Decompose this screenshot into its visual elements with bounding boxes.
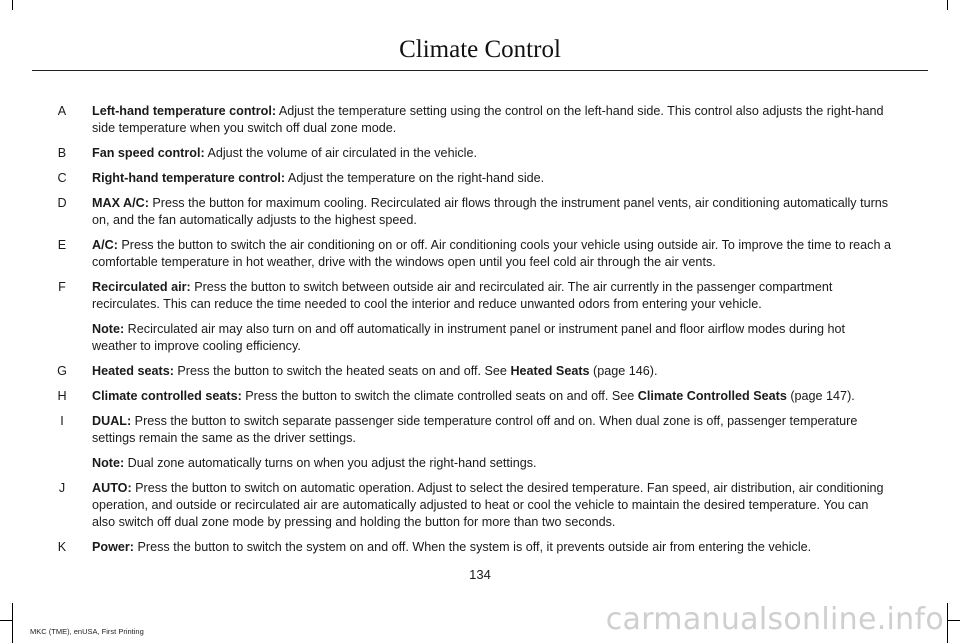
entry-k <box>0 539 960 556</box>
entry-text <box>92 363 892 380</box>
entry-term: Heated seats: <box>92 364 174 378</box>
entry-description: Press the button to switch between outside air and recirculated air. The air currently in the passenger compartment recirculates. This can reduce the time needed to cool the interior and reduce unwanted odors from entering your vehicle. <box>92 280 833 311</box>
entry-text <box>92 195 892 229</box>
entry-letter: J <box>58 481 66 495</box>
entry-text <box>92 145 892 162</box>
header-rule <box>32 70 928 71</box>
entry-term: Recirculated air: <box>92 280 191 294</box>
entry-letter: B <box>57 146 67 160</box>
entry-term: A/C: <box>92 238 118 252</box>
crop-mark-bottom-left-horizontal <box>0 620 12 621</box>
entry-f <box>0 279 960 355</box>
crop-mark-bottom-right-horizontal <box>948 620 960 621</box>
entry-text <box>92 539 892 556</box>
entry-a <box>0 103 960 137</box>
cross-reference-link[interactable]: Climate Controlled Seats <box>637 389 787 403</box>
entry-letter: I <box>60 414 64 428</box>
entry-term: Climate controlled seats: <box>92 389 242 403</box>
entry-text <box>92 480 892 531</box>
entry-letter: H <box>57 389 67 403</box>
entry-h <box>0 388 960 405</box>
entry-text <box>92 413 892 447</box>
footer-edition: MKC (TME), enUSA, First Printing <box>30 627 144 636</box>
entry-description: Press the button for maximum cooling. Recirculated air flows through the instrument panel vents, air conditioning automatically turns on, and the fan automatically adjusts to the highest speed. <box>92 196 889 227</box>
entry-letter: D <box>57 196 67 210</box>
entry-note <box>92 455 892 472</box>
entry-d <box>0 195 960 229</box>
crop-mark-bottom-left-vertical <box>12 603 13 643</box>
entry-term: MAX A/C: <box>92 196 149 210</box>
entry-description: Press the button to switch the air conditioning on or off. Air conditioning cools your vehicle using outside air. To improve the time to reach a comfortable temperature in hot weather, drive with the windows open until you feel cold air through the air vents. <box>92 238 891 269</box>
entry-text <box>92 279 892 313</box>
entry-list <box>0 103 960 564</box>
note-label: Note: <box>92 456 125 470</box>
entry-description: Adjust the temperature on the right-hand side. <box>285 171 545 185</box>
entry-letter: K <box>57 540 67 554</box>
entry-text <box>92 170 892 187</box>
entry-description: Press the button to switch on automatic operation. Adjust to select the desired temperature. Fan speed, air distribution, air conditioning operation, and outside or recirculated air are automatically adjusted to heat or cool the vehicle to maintain the desired temperature. You can also switch off dual zone mode by pressing and holding the button for more than two seconds. <box>92 481 884 529</box>
note-text: Dual zone automatically turns on when you adjust the right-hand settings. <box>124 456 537 470</box>
entry-i <box>0 413 960 472</box>
cross-reference-link[interactable]: Heated Seats <box>510 364 590 378</box>
page-number: 134 <box>469 567 491 582</box>
entry-c <box>0 170 960 187</box>
entry-g <box>0 363 960 380</box>
entry-description: Adjust the temperature setting using the control on the left-hand side. This control also adjusts the right-hand side temperature when you switch off dual zone mode. <box>92 104 884 135</box>
entry-j <box>0 480 960 531</box>
page-reference: (page 147). <box>786 389 855 403</box>
entry-description: Adjust the volume of air circulated in the vehicle. <box>204 146 477 160</box>
entry-letter: C <box>57 171 67 185</box>
entry-description: Press the button to switch the system on and off. When the system is off, it prevents outside air from entering the vehicle. <box>134 540 812 554</box>
crop-mark-top-right <box>947 0 948 10</box>
page-title: Climate Control <box>399 36 561 63</box>
watermark[interactable]: carmanualsonline.info <box>605 602 944 637</box>
entry-e <box>0 237 960 271</box>
entry-letter: G <box>57 364 67 378</box>
entry-b <box>0 145 960 162</box>
note-label: Note: <box>92 322 125 336</box>
crop-mark-top-left <box>12 0 13 10</box>
crop-mark-bottom-right-vertical <box>947 603 948 643</box>
entry-term: Fan speed control: <box>92 146 205 160</box>
entry-text <box>92 237 892 271</box>
entry-text <box>92 103 892 137</box>
entry-term: Right-hand temperature control: <box>92 171 286 185</box>
entry-note <box>92 321 892 355</box>
page-reference: (page 146). <box>589 364 658 378</box>
entry-term: Left-hand temperature control: <box>92 104 277 118</box>
entry-description: Press the button to switch the heated seats on and off. See <box>173 364 511 378</box>
entry-term: Power: <box>92 540 134 554</box>
entry-term: DUAL: <box>92 414 132 428</box>
entry-letter: E <box>57 238 67 252</box>
entry-letter: F <box>58 280 66 294</box>
entry-letter: A <box>57 104 67 118</box>
entry-term: AUTO: <box>92 481 132 495</box>
entry-description: Press the button to switch the climate controlled seats on and off. See <box>241 389 638 403</box>
note-text: Recirculated air may also turn on and off automatically in instrument panel or instrument panel and floor airflow modes during hot weather to improve cooling efficiency. <box>92 322 845 353</box>
entry-text <box>92 388 892 405</box>
entry-description: Press the button to switch separate passenger side temperature control off and on. When dual zone is off, passenger temperature settings remain the same as the driver settings. <box>92 414 858 445</box>
